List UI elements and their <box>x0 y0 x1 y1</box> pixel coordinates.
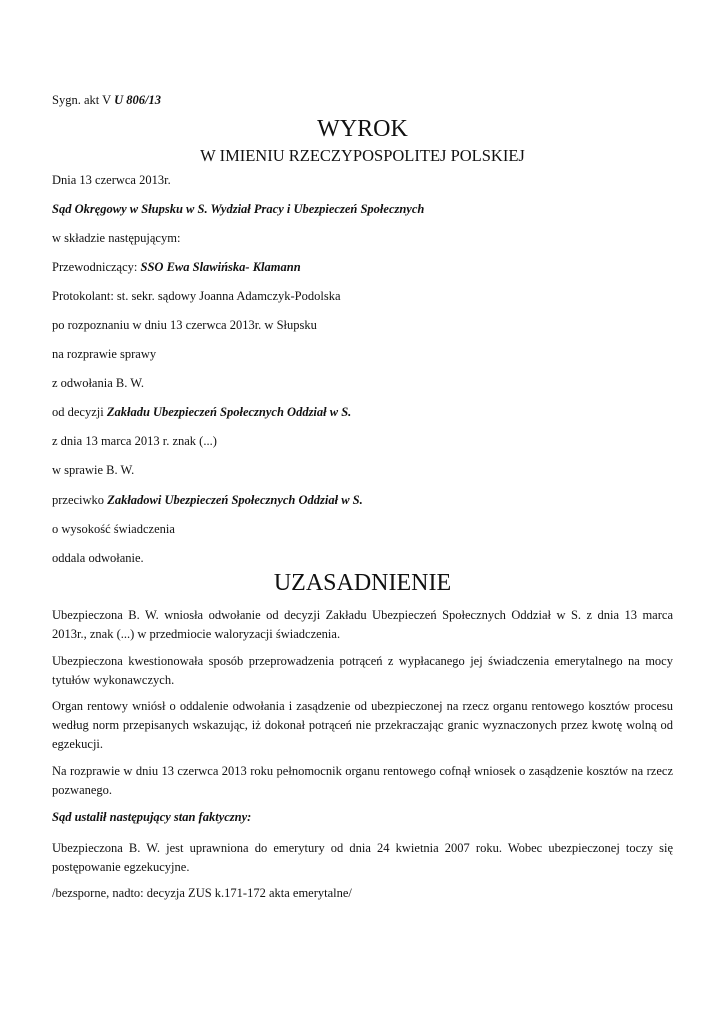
appeal-line: z odwołania B. W. <box>52 376 145 390</box>
hearing-line: po rozpoznaniu w dniu 13 czerwca 2013r. w Słupsku <box>52 318 317 332</box>
decision-line <box>52 404 351 420</box>
justification-paragraph-1: Ubezpieczona B. W. wniosła odwołanie od decyzji Zakładu Ubezpieczeń Społecznych Oddział w S. z dnia 13 marca 2013r., znak (...) w przedmiocie waloryzacji świadczenia. <box>52 608 673 641</box>
session-line: na rozprawie sprawy <box>52 347 157 361</box>
case-number: U 806/13 <box>114 93 161 107</box>
court-name: Sąd Okręgowy w Słupsku w S. Wydział Pracy i Ubezpieczeń Społecznych <box>52 202 425 216</box>
decision-label: od decyzji <box>52 405 107 419</box>
justification-paragraph-4: Na rozprawie w dniu 13 czerwca 2013 roku pełnomocnik organu rentowego cofnął wniosek o zasądzenie kosztów na rzecz pozwanego. <box>52 764 673 797</box>
verdict-subtitle: W IMIENIU RZECZYPOSPOLITEJ POLSKIEJ <box>200 146 525 165</box>
verdict-title: WYROK <box>317 116 408 142</box>
subject-line: o wysokość świadczenia <box>52 522 175 536</box>
chair-name: SSO Ewa Slawińska- Klamann <box>140 260 301 274</box>
case-of-line: w sprawie B. W. <box>52 463 135 477</box>
justification-paragraph-3: Organ rentowy wniósł o oddalenie odwołania i zasądzenie od ubezpieczonej na rzecz organu rentowego kosztów procesu według norm przepisanych wskazując, iż dokonał potrąceń nie przekraczając granic wyznaczonych przez kwotę wolną od egzekucji. <box>52 699 673 751</box>
composition-line: w składzie następującym: <box>52 231 181 245</box>
case-signature-prefix: Sygn. akt V <box>52 93 115 107</box>
clerk-line: Protokolant: st. sekr. sądowy Joanna Adamczyk-Podolska <box>52 289 341 303</box>
chair-label: Przewodniczący: <box>52 260 141 274</box>
ruling-line: oddala odwołanie. <box>52 551 144 565</box>
justification-paragraph-2: Ubezpieczona kwestionowała sposób przeprowadzenia potrąceń z wypłacanego jej świadczenia emerytalnego na mocy tytułów wykonawczych. <box>52 654 673 687</box>
against-label: przeciwko <box>52 493 108 507</box>
chair-line <box>52 259 301 275</box>
case-signature <box>52 92 161 108</box>
decision-body: Zakładu Ubezpieczeń Społecznych Oddział w S. <box>106 405 352 419</box>
evidence-line: /bezsporne, nadto: decyzja ZUS k.171-172 akta emerytalne/ <box>52 886 352 900</box>
facts-heading: Sąd ustalił następujący stan faktyczny: <box>52 810 252 824</box>
against-line <box>52 492 363 508</box>
decision-date-line: z dnia 13 marca 2013 r. znak (...) <box>52 434 217 448</box>
justification-title: UZASADNIENIE <box>273 570 452 596</box>
verdict-date: Dnia 13 czerwca 2013r. <box>52 173 171 187</box>
against-body: Zakładowi Ubezpieczeń Społecznych Oddział w S. <box>107 493 363 507</box>
justification-paragraph-5: Ubezpieczona B. W. jest uprawniona do emerytury od dnia 24 kwietnia 2007 roku. Wobec ubezpieczonej toczy się postępowanie egzekucyjne. <box>52 841 673 874</box>
